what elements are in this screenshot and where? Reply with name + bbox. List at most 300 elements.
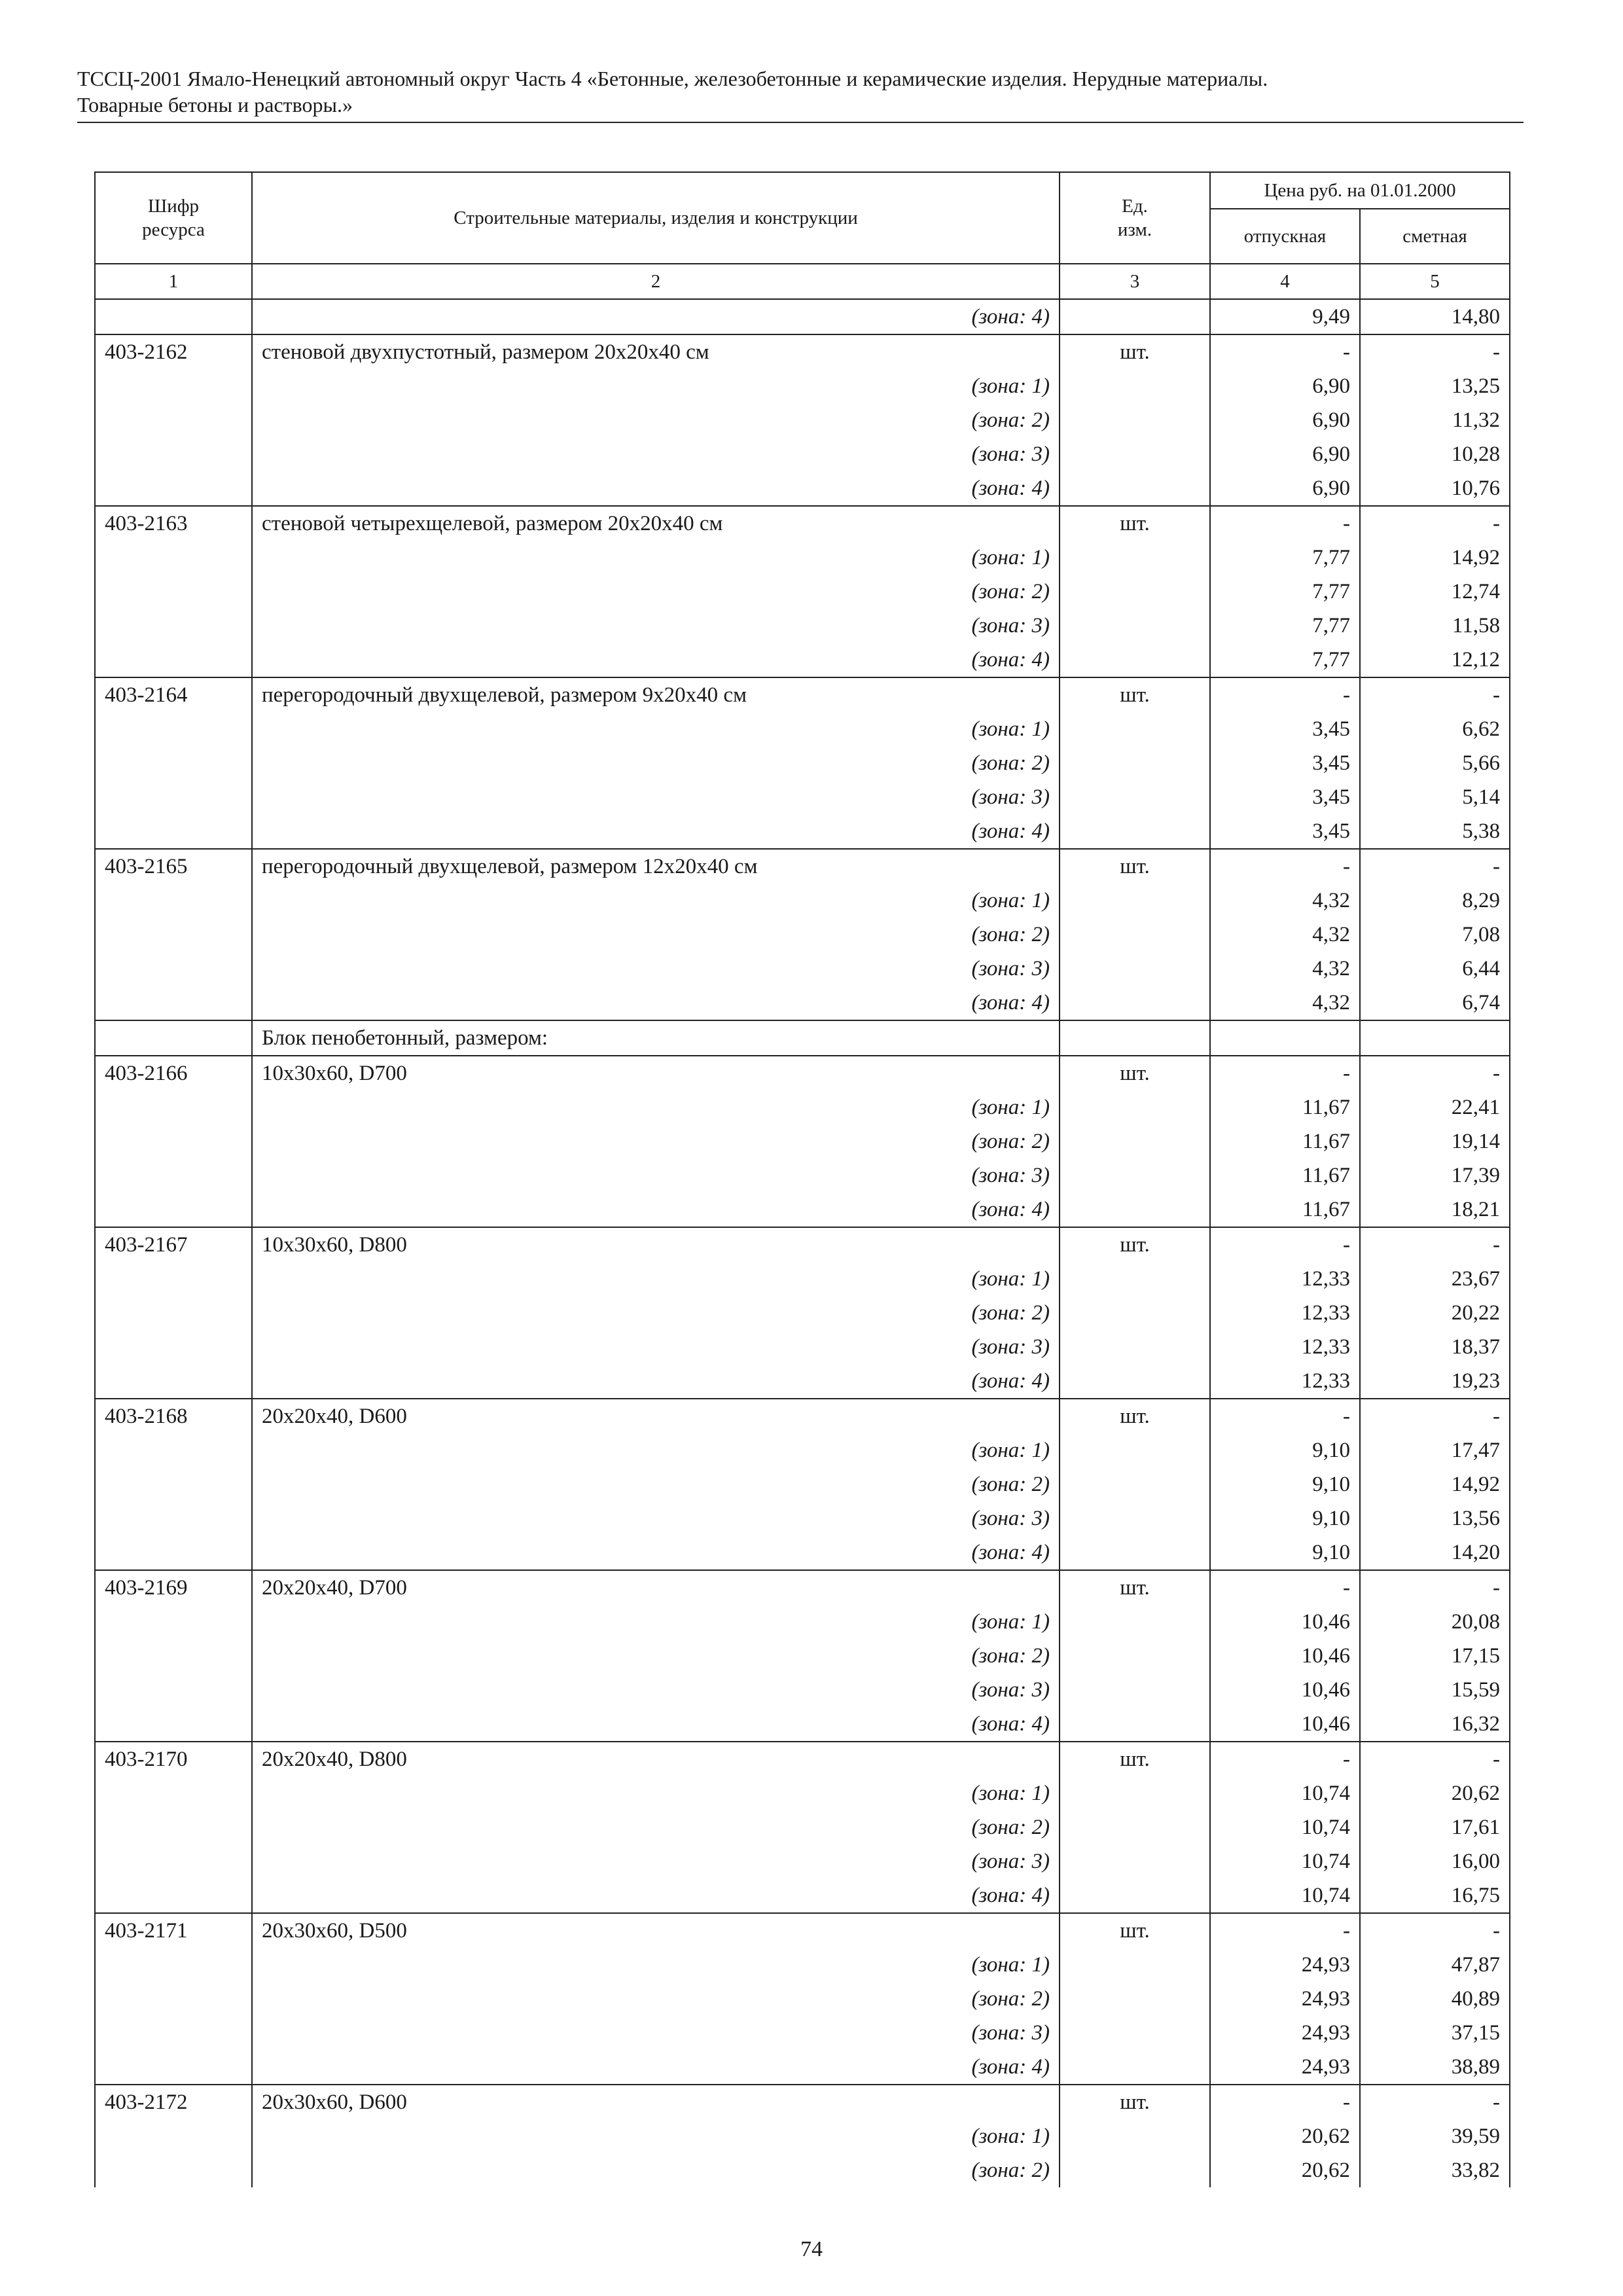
release-price: 3,45 — [1210, 780, 1360, 814]
estimate-price: 18,21 — [1360, 1193, 1510, 1227]
zone-label: (зона: 4) — [252, 986, 1060, 1020]
estimate-price: 14,80 — [1360, 299, 1510, 334]
unit — [1060, 2050, 1210, 2085]
unit — [1060, 1467, 1210, 1501]
zone-label: (зона: 4) — [252, 2050, 1060, 2085]
release-price: 7,77 — [1210, 541, 1360, 575]
resource-code — [95, 1810, 252, 1844]
estimate-price: 17,61 — [1360, 1810, 1510, 1844]
unit — [1060, 952, 1210, 986]
release-price: 9,10 — [1210, 1467, 1360, 1501]
resource-code — [95, 2153, 252, 2187]
zone-row — [95, 1467, 1510, 1501]
item-row — [95, 1056, 1510, 1090]
unit — [1060, 1501, 1210, 1535]
zone-label: (зона: 3) — [252, 437, 1060, 471]
zone-label: (зона: 4) — [252, 1193, 1060, 1227]
zone-row — [95, 1330, 1510, 1364]
release-price: - — [1210, 1227, 1360, 1262]
col-header-release-price: отпускная — [1210, 209, 1360, 264]
col-number: 3 — [1060, 264, 1210, 299]
unit: шт. — [1060, 1399, 1210, 1433]
estimate-price: 33,82 — [1360, 2153, 1510, 2187]
resource-code — [95, 1501, 252, 1535]
release-price: 4,32 — [1210, 952, 1360, 986]
estimate-price: 16,32 — [1360, 1707, 1510, 1742]
zone-row — [95, 986, 1510, 1020]
zone-row — [95, 814, 1510, 849]
zone-row — [95, 1844, 1510, 1878]
col-number: 4 — [1210, 264, 1360, 299]
material-name: 10х30х60, D700 — [252, 1056, 1060, 1090]
resource-code: 403-2170 — [95, 1742, 252, 1776]
zone-label: (зона: 2) — [252, 403, 1060, 437]
estimate-price: - — [1360, 506, 1510, 541]
estimate-price: 20,08 — [1360, 1605, 1510, 1639]
release-price: - — [1210, 1399, 1360, 1433]
zone-label: (зона: 3) — [252, 1330, 1060, 1364]
resource-code — [95, 1296, 252, 1330]
release-price: 10,46 — [1210, 1707, 1360, 1742]
release-price: 6,90 — [1210, 403, 1360, 437]
unit — [1060, 2119, 1210, 2153]
zone-label: (зона: 4) — [252, 1364, 1060, 1399]
unit — [1060, 746, 1210, 780]
unit — [1060, 1844, 1210, 1878]
unit: шт. — [1060, 1227, 1210, 1262]
estimate-price — [1360, 1020, 1510, 1056]
resource-code — [95, 884, 252, 918]
material-name: стеновой четырехщелевой, размером 20х20х40 см — [252, 506, 1060, 541]
zone-row — [95, 1262, 1510, 1296]
header-rule — [77, 122, 1524, 123]
zone-label: (зона: 1) — [252, 1948, 1060, 1982]
estimate-price: 14,92 — [1360, 1467, 1510, 1501]
release-price: 9,49 — [1210, 299, 1360, 334]
release-price: 3,45 — [1210, 814, 1360, 849]
unit — [1060, 1124, 1210, 1158]
material-name: 20х20х40, D800 — [252, 1742, 1060, 1776]
unit: шт. — [1060, 506, 1210, 541]
resource-code — [95, 814, 252, 849]
material-name: перегородочный двухщелевой, размером 12х20х40 см — [252, 849, 1060, 884]
release-price: 9,10 — [1210, 1433, 1360, 1467]
resource-code — [95, 1982, 252, 2016]
release-price: 7,77 — [1210, 575, 1360, 609]
header-line-2: Товарные бетоны и растворы.» — [77, 93, 353, 117]
zone-label: (зона: 1) — [252, 1433, 1060, 1467]
resource-code: 403-2167 — [95, 1227, 252, 1262]
material-name: 20х20х40, D700 — [252, 1570, 1060, 1605]
resource-code — [95, 712, 252, 746]
zone-label: (зона: 3) — [252, 2016, 1060, 2050]
zone-label: (зона: 3) — [252, 1844, 1060, 1878]
resource-code — [95, 1467, 252, 1501]
zone-label: (зона: 2) — [252, 918, 1060, 952]
material-name: 20х30х60, D600 — [252, 2085, 1060, 2119]
resource-code — [95, 1364, 252, 1399]
unit — [1060, 2016, 1210, 2050]
release-price: - — [1210, 506, 1360, 541]
unit — [1060, 1982, 1210, 2016]
resource-code: 403-2165 — [95, 849, 252, 884]
estimate-price: 13,56 — [1360, 1501, 1510, 1535]
zone-label: (зона: 3) — [252, 1158, 1060, 1193]
unit — [1060, 1433, 1210, 1467]
zone-row — [95, 1707, 1510, 1742]
release-price: - — [1210, 2085, 1360, 2119]
zone-row — [95, 780, 1510, 814]
col-number: 5 — [1360, 264, 1510, 299]
col-number: 1 — [95, 264, 252, 299]
resource-code — [95, 1844, 252, 1878]
resource-code — [95, 2119, 252, 2153]
release-price: - — [1210, 334, 1360, 369]
resource-code — [95, 1673, 252, 1707]
estimate-price: 6,74 — [1360, 986, 1510, 1020]
release-price: 10,46 — [1210, 1639, 1360, 1673]
unit: шт. — [1060, 1742, 1210, 1776]
zone-label: (зона: 1) — [252, 1262, 1060, 1296]
document-header — [77, 65, 1524, 118]
release-price: 12,33 — [1210, 1330, 1360, 1364]
item-row — [95, 1227, 1510, 1262]
zone-label: (зона: 3) — [252, 1501, 1060, 1535]
unit — [1060, 1158, 1210, 1193]
item-row — [95, 1913, 1510, 1948]
unit — [1060, 1330, 1210, 1364]
zone-row — [95, 918, 1510, 952]
estimate-price: 40,89 — [1360, 1982, 1510, 2016]
estimate-price: 17,15 — [1360, 1639, 1510, 1673]
col-header-unit: Ед. изм. — [1060, 172, 1210, 264]
release-price: 24,93 — [1210, 1982, 1360, 2016]
release-price: - — [1210, 1056, 1360, 1090]
resource-code — [95, 986, 252, 1020]
unit: шт. — [1060, 1056, 1210, 1090]
release-price: 4,32 — [1210, 918, 1360, 952]
section-title: Блок пенобетонный, размером: — [252, 1020, 1060, 1056]
estimate-price: 38,89 — [1360, 2050, 1510, 2085]
item-row — [95, 677, 1510, 712]
unit — [1060, 403, 1210, 437]
resource-code — [95, 471, 252, 506]
estimate-price: 12,74 — [1360, 575, 1510, 609]
material-name: перегородочный двухщелевой, размером 9х20х40 см — [252, 677, 1060, 712]
release-price: 10,74 — [1210, 1878, 1360, 1913]
unit — [1060, 1776, 1210, 1810]
estimate-price: 15,59 — [1360, 1673, 1510, 1707]
release-price: 9,10 — [1210, 1501, 1360, 1535]
zone-label: (зона: 4) — [252, 299, 1060, 334]
estimate-price: - — [1360, 1056, 1510, 1090]
col-header-name: Строительные материалы, изделия и конструкции — [252, 172, 1060, 264]
zone-row — [95, 1673, 1510, 1707]
item-row — [95, 2085, 1510, 2119]
resource-code — [95, 1193, 252, 1227]
zone-row — [95, 403, 1510, 437]
resource-code — [95, 1639, 252, 1673]
unit — [1060, 437, 1210, 471]
resource-code — [95, 1535, 252, 1570]
zone-label: (зона: 1) — [252, 369, 1060, 403]
estimate-price: 47,87 — [1360, 1948, 1510, 1982]
release-price: 12,33 — [1210, 1364, 1360, 1399]
section-row — [95, 1020, 1510, 1056]
zone-row — [95, 575, 1510, 609]
release-price: 24,93 — [1210, 1948, 1360, 1982]
resource-code — [95, 643, 252, 677]
item-row — [95, 1399, 1510, 1433]
zone-row — [95, 1639, 1510, 1673]
unit — [1060, 1262, 1210, 1296]
table-body — [95, 299, 1510, 2187]
estimate-price: - — [1360, 677, 1510, 712]
zone-label: (зона: 1) — [252, 1605, 1060, 1639]
zone-label: (зона: 2) — [252, 1810, 1060, 1844]
resource-code: 403-2172 — [95, 2085, 252, 2119]
unit — [1060, 1673, 1210, 1707]
resource-code — [95, 1330, 252, 1364]
zone-row — [95, 1948, 1510, 1982]
zone-row — [95, 2016, 1510, 2050]
unit — [1060, 1090, 1210, 1124]
release-price: 3,45 — [1210, 712, 1360, 746]
zone-row — [95, 746, 1510, 780]
estimate-price: 22,41 — [1360, 1090, 1510, 1124]
unit — [1060, 780, 1210, 814]
zone-label: (зона: 1) — [252, 884, 1060, 918]
estimate-price: 5,66 — [1360, 746, 1510, 780]
zone-label: (зона: 2) — [252, 1296, 1060, 1330]
release-price: 20,62 — [1210, 2119, 1360, 2153]
estimate-price: 17,47 — [1360, 1433, 1510, 1467]
material-name: 20х30х60, D500 — [252, 1913, 1060, 1948]
item-row — [95, 1742, 1510, 1776]
estimate-price: - — [1360, 2085, 1510, 2119]
resource-code: 403-2171 — [95, 1913, 252, 1948]
estimate-price: - — [1360, 334, 1510, 369]
col-header-estimate-price: сметная — [1360, 209, 1510, 264]
zone-row — [95, 1433, 1510, 1467]
unit: шт. — [1060, 2085, 1210, 2119]
zone-row — [95, 369, 1510, 403]
unit — [1060, 1605, 1210, 1639]
unit — [1060, 609, 1210, 643]
unit: шт. — [1060, 334, 1210, 369]
unit: шт. — [1060, 1913, 1210, 1948]
zone-label: (зона: 1) — [252, 1090, 1060, 1124]
release-price: 12,33 — [1210, 1262, 1360, 1296]
item-row — [95, 849, 1510, 884]
price-table — [94, 171, 1510, 2187]
resource-code — [95, 1948, 252, 1982]
resource-code — [95, 299, 252, 334]
release-price: 4,32 — [1210, 986, 1360, 1020]
release-price: - — [1210, 1570, 1360, 1605]
zone-row — [95, 712, 1510, 746]
zone-row — [95, 1878, 1510, 1913]
unit — [1060, 1948, 1210, 1982]
resource-code — [95, 369, 252, 403]
resource-code — [95, 1090, 252, 1124]
estimate-price: 11,58 — [1360, 609, 1510, 643]
release-price: 6,90 — [1210, 471, 1360, 506]
unit — [1060, 884, 1210, 918]
unit — [1060, 1810, 1210, 1844]
zone-row — [95, 1158, 1510, 1193]
zone-label: (зона: 4) — [252, 643, 1060, 677]
estimate-price: 5,38 — [1360, 814, 1510, 849]
release-price: 11,67 — [1210, 1193, 1360, 1227]
item-row — [95, 334, 1510, 369]
release-price: - — [1210, 1913, 1360, 1948]
resource-code — [95, 1433, 252, 1467]
unit: шт. — [1060, 849, 1210, 884]
release-price: 6,90 — [1210, 369, 1360, 403]
material-name: 20х20х40, D600 — [252, 1399, 1060, 1433]
release-price: 24,93 — [1210, 2016, 1360, 2050]
resource-code — [95, 1776, 252, 1810]
zone-row — [95, 1810, 1510, 1844]
zone-label: (зона: 2) — [252, 2153, 1060, 2187]
resource-code — [95, 1707, 252, 1742]
estimate-price: 19,23 — [1360, 1364, 1510, 1399]
resource-code — [95, 1605, 252, 1639]
unit — [1060, 1364, 1210, 1399]
release-price: 4,32 — [1210, 884, 1360, 918]
unit — [1060, 1707, 1210, 1742]
zone-label: (зона: 3) — [252, 952, 1060, 986]
release-price: 7,77 — [1210, 609, 1360, 643]
resource-code — [95, 2016, 252, 2050]
release-price: 10,46 — [1210, 1673, 1360, 1707]
resource-code: 403-2163 — [95, 506, 252, 541]
release-price: 11,67 — [1210, 1124, 1360, 1158]
zone-label: (зона: 1) — [252, 541, 1060, 575]
zone-label: (зона: 3) — [252, 1673, 1060, 1707]
item-row — [95, 1570, 1510, 1605]
resource-code — [95, 952, 252, 986]
release-price: - — [1210, 1742, 1360, 1776]
material-name: стеновой двухпустотный, размером 20х20х40 см — [252, 334, 1060, 369]
zone-label: (зона: 3) — [252, 609, 1060, 643]
resource-code: 403-2168 — [95, 1399, 252, 1433]
estimate-price: 37,15 — [1360, 2016, 1510, 2050]
unit: шт. — [1060, 677, 1210, 712]
estimate-price: 14,92 — [1360, 541, 1510, 575]
zone-label: (зона: 2) — [252, 1467, 1060, 1501]
page-number: 74 — [800, 2237, 823, 2261]
zone-label: (зона: 2) — [252, 1982, 1060, 2016]
estimate-price: 13,25 — [1360, 369, 1510, 403]
unit — [1060, 471, 1210, 506]
estimate-price: - — [1360, 849, 1510, 884]
release-price: 24,93 — [1210, 2050, 1360, 2085]
estimate-price: 7,08 — [1360, 918, 1510, 952]
release-price: 10,74 — [1210, 1810, 1360, 1844]
unit — [1060, 1535, 1210, 1570]
resource-code — [95, 1124, 252, 1158]
resource-code — [95, 1020, 252, 1056]
unit — [1060, 712, 1210, 746]
zone-label: (зона: 4) — [252, 471, 1060, 506]
zone-label: (зона: 1) — [252, 1776, 1060, 1810]
zone-row — [95, 1776, 1510, 1810]
release-price: 3,45 — [1210, 746, 1360, 780]
header-line-1: ТССЦ-2001 Ямало-Ненецкий автономный округ Часть 4 «Бетонные, железобетонные и керамические изделия. Нерудные материалы. — [77, 67, 1268, 90]
unit — [1060, 575, 1210, 609]
zone-label: (зона: 2) — [252, 746, 1060, 780]
item-row — [95, 506, 1510, 541]
zone-row — [95, 643, 1510, 677]
estimate-price: 16,00 — [1360, 1844, 1510, 1878]
zone-label: (зона: 2) — [252, 575, 1060, 609]
zone-row — [95, 1124, 1510, 1158]
zone-row — [95, 1364, 1510, 1399]
resource-code: 403-2164 — [95, 677, 252, 712]
unit — [1060, 2153, 1210, 2187]
unit — [1060, 1639, 1210, 1673]
zone-row — [95, 1501, 1510, 1535]
release-price: 10,74 — [1210, 1776, 1360, 1810]
zone-label: (зона: 1) — [252, 712, 1060, 746]
release-price: - — [1210, 849, 1360, 884]
estimate-price: 19,14 — [1360, 1124, 1510, 1158]
resource-code — [95, 1878, 252, 1913]
col-header-price-group: Цена руб. на 01.01.2000 — [1210, 172, 1510, 209]
release-price: 12,33 — [1210, 1296, 1360, 1330]
estimate-price: 18,37 — [1360, 1330, 1510, 1364]
zone-row — [95, 299, 1510, 334]
estimate-price: 5,14 — [1360, 780, 1510, 814]
zone-row — [95, 2119, 1510, 2153]
estimate-price: 39,59 — [1360, 2119, 1510, 2153]
unit — [1060, 541, 1210, 575]
estimate-price: 16,75 — [1360, 1878, 1510, 1913]
unit — [1060, 986, 1210, 1020]
zone-row — [95, 1535, 1510, 1570]
resource-code: 403-2162 — [95, 334, 252, 369]
zone-label: (зона: 2) — [252, 1639, 1060, 1673]
unit — [1060, 918, 1210, 952]
unit — [1060, 814, 1210, 849]
release-price: 20,62 — [1210, 2153, 1360, 2187]
resource-code — [95, 541, 252, 575]
zone-label: (зона: 2) — [252, 1124, 1060, 1158]
zone-label: (зона: 4) — [252, 814, 1060, 849]
estimate-price: 10,76 — [1360, 471, 1510, 506]
zone-row — [95, 1296, 1510, 1330]
resource-code: 403-2169 — [95, 1570, 252, 1605]
zone-row — [95, 1090, 1510, 1124]
zone-label: (зона: 3) — [252, 780, 1060, 814]
zone-row — [95, 541, 1510, 575]
estimate-price: 11,32 — [1360, 403, 1510, 437]
resource-code — [95, 575, 252, 609]
zone-row — [95, 471, 1510, 506]
zone-row — [95, 1193, 1510, 1227]
resource-code — [95, 918, 252, 952]
zone-row — [95, 609, 1510, 643]
zone-row — [95, 952, 1510, 986]
estimate-price: - — [1360, 1742, 1510, 1776]
release-price: 7,77 — [1210, 643, 1360, 677]
unit — [1060, 299, 1210, 334]
estimate-price: 20,62 — [1360, 1776, 1510, 1810]
zone-label: (зона: 4) — [252, 1707, 1060, 1742]
estimate-price: 8,29 — [1360, 884, 1510, 918]
